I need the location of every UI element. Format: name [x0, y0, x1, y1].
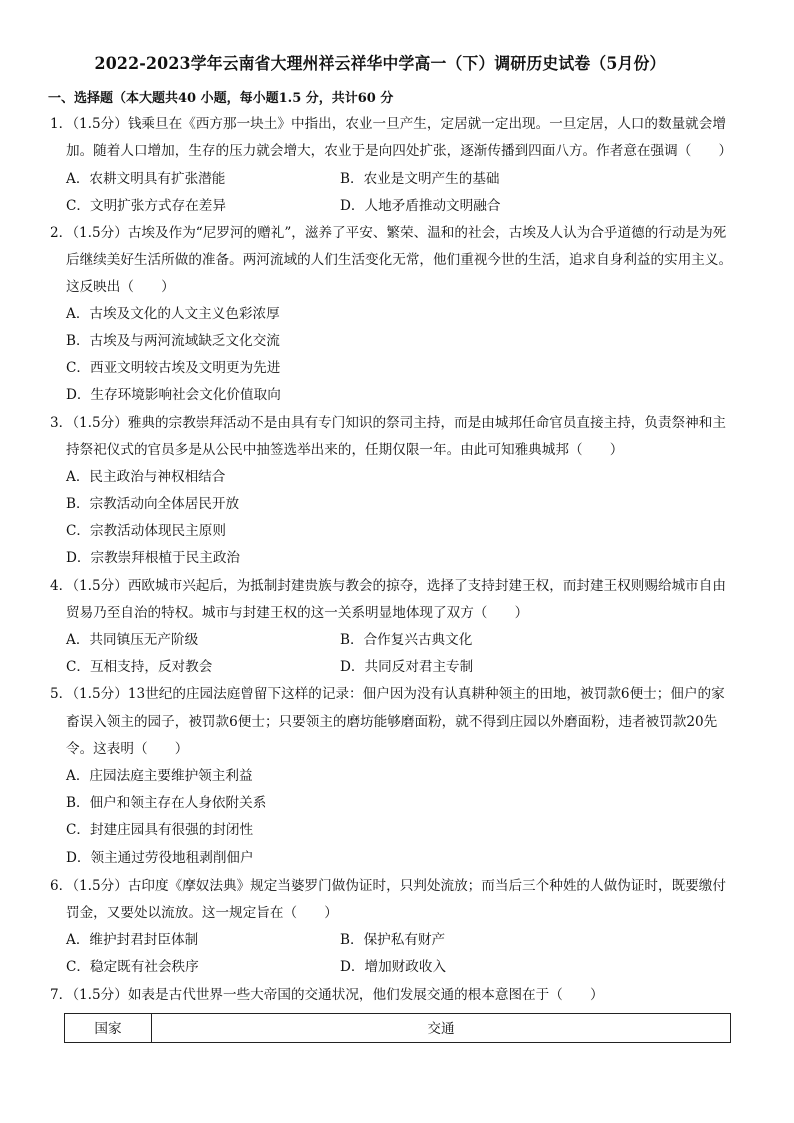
- question-5-option-b: B．佃户和领主存在人身依附关系: [66, 795, 267, 811]
- question-4-text: 贸易乃至自治的特权。城市与封建王权的这一关系明显地体现了双方（ ）: [66, 605, 529, 621]
- question-6-option-c: C．稳定既有社会秩序: [66, 959, 199, 975]
- question-6-option-a: A．维护封君封臣体制: [66, 932, 199, 948]
- page-title: 2022-2023学年云南省大理州祥云祥华中学高一（下）调研历史试卷（5月份）: [94, 54, 666, 73]
- question-4-option-c: C．互相支持，反对教会: [66, 659, 213, 675]
- question-3-option-a: A．民主政治与神权相结合: [66, 469, 226, 485]
- question-1-option-d: D．人地矛盾推动文明融合: [340, 198, 501, 214]
- question-6-text: 罚金，又要处以流放。这一规定旨在（ ）: [66, 905, 338, 921]
- table-header-row: [65, 1014, 731, 1043]
- question-1-option-c: C．文明扩张方式存在差异: [66, 198, 226, 214]
- question-4-option-a: A．共同镇压无产阶级: [66, 632, 199, 648]
- question-1-option-b: B．农业是文明产生的基础: [340, 171, 500, 187]
- question-6-option-b: B．保护私有财产: [340, 932, 446, 948]
- question-3-option-b: B．宗教活动向全体居民开放: [66, 496, 240, 512]
- question-1-text: 加。随着人口增加，生存的压力就会增大，农业于是向四处扩张，逐渐传播到四面八方。作者意在强调（ ）: [66, 143, 733, 159]
- question-3-option-d: D．宗教崇拜根植于民主政治: [66, 550, 241, 566]
- question-2-option-b: B．古埃及与两河流域缺乏文化交流: [66, 333, 280, 349]
- question-7-table: [64, 1013, 731, 1043]
- question-3-text: 持祭祀仪式的官员多是从公民中抽签选举出来的，任期仅限一年。由此可知雅典城邦（ ）: [66, 442, 624, 458]
- question-2-text: 2．（1.5分）古埃及作为“尼罗河的赠礼”，滋养了平安、繁荣、温和的社会，古埃及人认为合乎道德的行动是为死: [50, 225, 727, 241]
- question-2-text: 这反映出（ ）: [66, 279, 175, 295]
- section-heading: 一、选择题（本大题共40 小题，每小题1.5 分，共计60 分: [48, 91, 394, 106]
- question-1-option-a: A．农耕文明具有扩张潜能: [66, 171, 226, 187]
- question-2-option-d: D．生存环境影响社会文化价值取向: [66, 387, 281, 403]
- question-3-option-c: C．宗教活动体现民主原则: [66, 523, 226, 539]
- question-3-text: 3．（1.5分）雅典的宗教崇拜活动不是由具有专门知识的祭司主持，而是由城邦任命官员直接主持，负责祭神和主: [50, 415, 726, 431]
- table-header-country: 国家: [65, 1014, 152, 1043]
- question-5-option-a: A．庄园法庭主要维护领主利益: [66, 768, 253, 784]
- question-4-text: 4．（1.5分）西欧城市兴起后，为抵制封建贵族与教会的掠夺，选择了支持封建王权，而封建王权则赐给城市自由: [50, 578, 726, 594]
- question-4-option-b: B．合作复兴古典文化: [340, 632, 473, 648]
- question-6-option-d: D．增加财政收入: [340, 959, 447, 975]
- question-5-text: 畜误入领主的园子，被罚款6便士；只要领主的磨坊能够磨面粉，就不得到庄园以外磨面粉，违者被罚款20先: [66, 714, 718, 730]
- question-7-text: 7．（1.5分）如表是古代世界一些大帝国的交通状况，他们发展交通的根本意图在于（ ）: [50, 987, 604, 1003]
- question-6-text: 6．（1.5分）古印度《摩奴法典》规定当婆罗门做伪证时，只判处流放；而当后三个种姓的人做伪证时，既要缴付: [50, 878, 726, 894]
- question-1-text: 1．（1.5分）钱乘旦在《西方那一块土》中指出，农业一旦产生，定居就一定出现。一旦定居，人口的数量就会增: [50, 116, 726, 132]
- table-header-transport: 交通: [152, 1014, 731, 1043]
- question-5-text: 5．（1.5分）13世纪的庄园法庭曾留下这样的记录：佃户因为没有认真耕种领主的田地，被罚款6便士；佃户的家: [50, 686, 725, 702]
- question-5-option-c: C．封建庄园具有很强的封闭性: [66, 822, 254, 838]
- question-5-text: 令。这表明（ ）: [66, 741, 189, 757]
- question-2-text: 后继续美好生活所做的准备。两河流域的人们生活变化无常，他们重视今世的生活，追求自身利益的实用主义。: [66, 252, 733, 268]
- question-4-option-d: D．共同反对君主专制: [340, 659, 474, 675]
- question-5-option-d: D．领主通过劳役地租剥削佃户: [66, 850, 254, 866]
- question-2-option-c: C．西亚文明较古埃及文明更为先进: [66, 360, 281, 376]
- question-2-option-a: A．古埃及文化的人文主义色彩浓厚: [66, 306, 280, 322]
